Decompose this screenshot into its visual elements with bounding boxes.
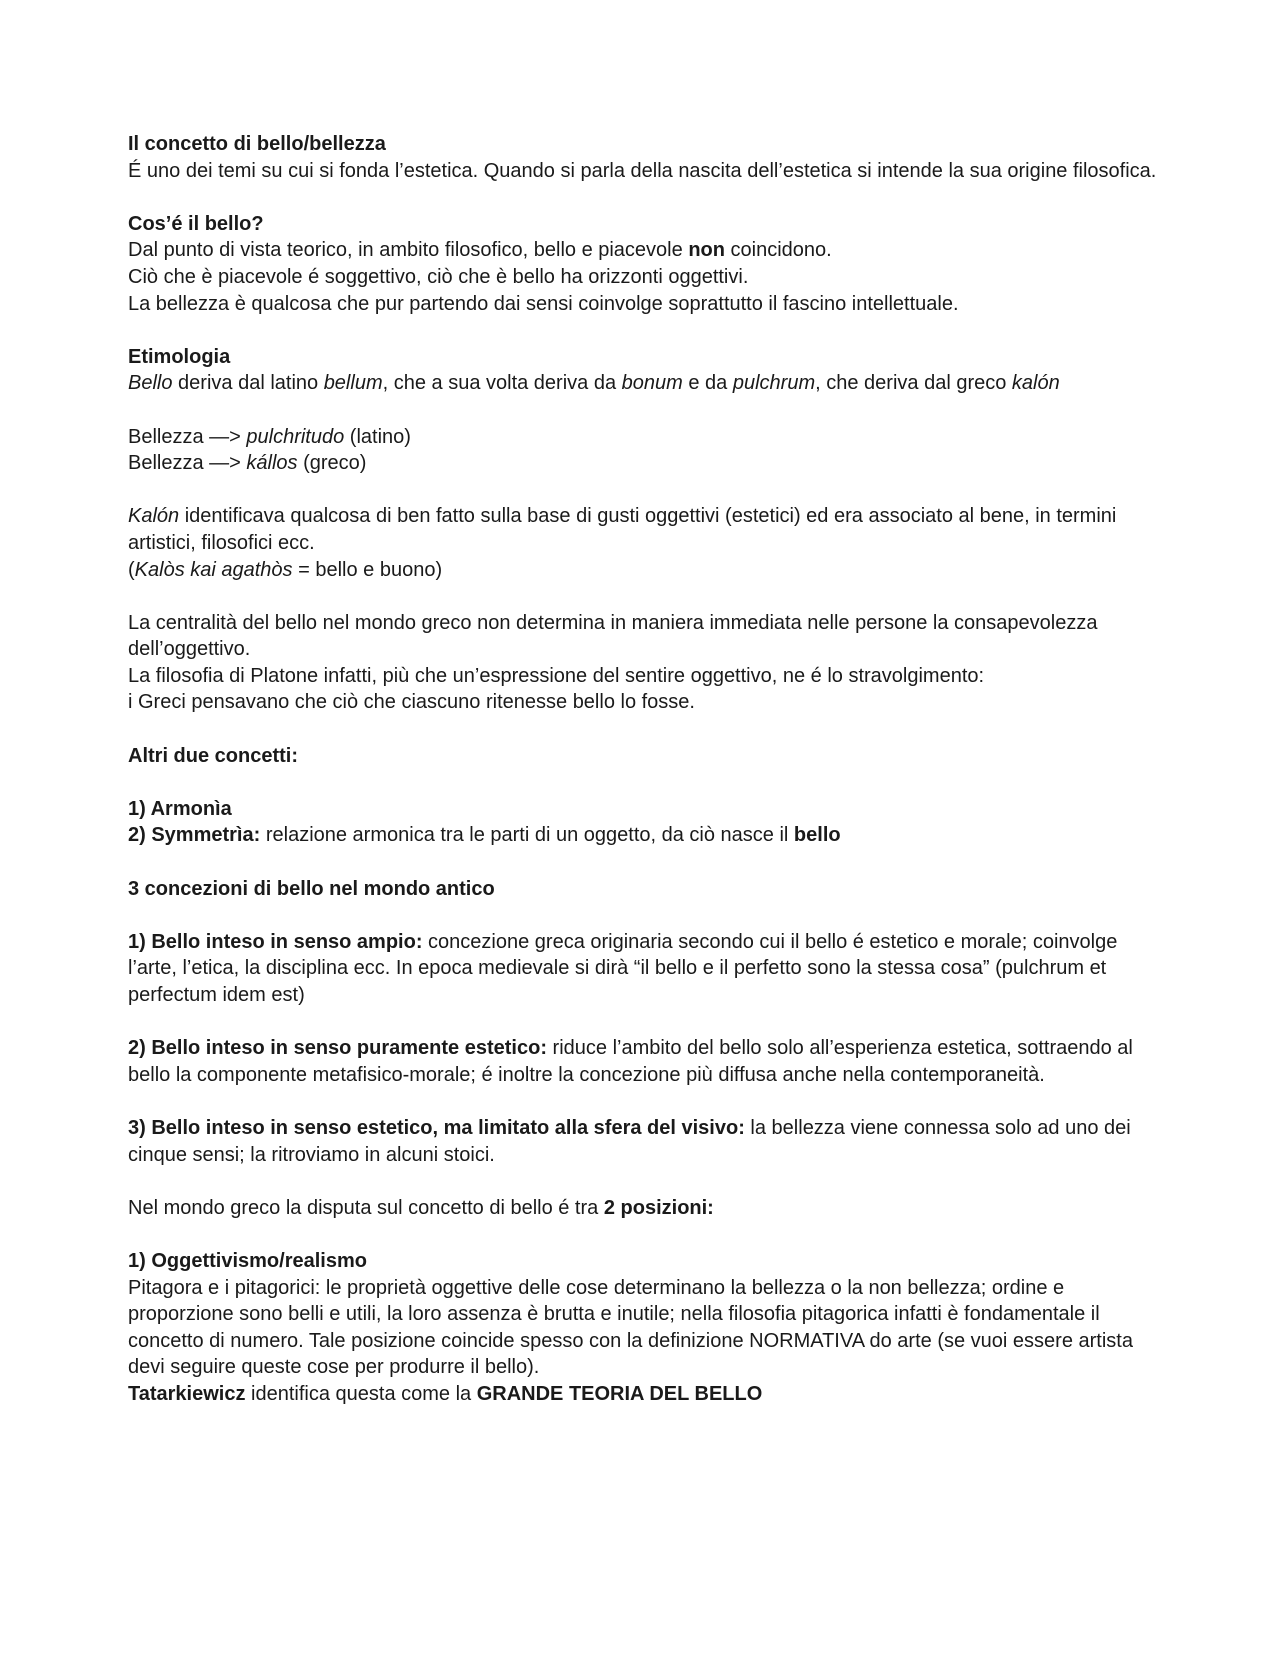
paragraph-kalon: Kalón identificava qualcosa di ben fatto sulla base di gusti oggettivi (estetici) ed era associato al bene, in termini artistici, filosofici ecc. — [128, 505, 1117, 554]
list-item-symmetria: 2) Symmetrìa: relazione armonica tra le parti di un oggetto, da ciò nasce il bello — [128, 824, 841, 847]
line-disputa-posizioni: Nel mondo greco la disputa sul concetto di bello é tra 2 posizioni: — [128, 1196, 714, 1219]
heading-oggettivismo: 1) Oggettivismo/realismo — [128, 1249, 367, 1272]
document-body — [128, 131, 1158, 1408]
paragraph-pitagora: Pitagora e i pitagorici: le proprietà oggettive delle cose determinano la bellezza o la non bellezza; ordine e proporzione sono belli e utili, la loro assenza è brutta e inutile; nella filosofia pitagorica infatti è fondamentale il concetto di numero. Tale posizione coincide spesso con la definizione NORMATIVA do arte (se vuoi essere artista devi seguire queste cose per produrre il bello). — [128, 1276, 1133, 1379]
paragraph-etimologia: Bello deriva dal latino bellum, che a sua volta deriva da bonum e da pulchrum, che deriva dal greco kalón — [128, 372, 1060, 395]
paragraph-estetica-origine: É uno dei temi su cui si fonda l’estetica. Quando si parla della nascita dell’estetica si intende la sua origine filosofica. — [128, 159, 1157, 182]
line-kalos-kai-agathos: (Kalòs kai agathòs = bello e buono) — [128, 558, 443, 581]
line-bello-piacevole: Dal punto di vista teorico, in ambito filosofico, bello e piacevole non coincidono. — [128, 239, 832, 262]
concezione-item-1: 1) Bello inteso in senso ampio: concezione greca originaria secondo cui il bello é estetico e morale; coinvolge l’arte, l’etica, la disciplina ecc. In epoca medievale si dirà “il bello e il perfetto sono la stessa cosa” (pulchrum et perfectum idem est) — [128, 930, 1118, 1006]
paragraph-centralita: La centralità del bello nel mondo greco non determina in maniera immediata nelle persone la consapevolezza dell’oggettivo. — [128, 611, 1098, 661]
line-greci: i Greci pensavano che ciò che ciascuno ritenesse bello lo fosse. — [128, 691, 695, 714]
heading-altri-concetti: Altri due concetti: — [128, 744, 299, 767]
heading-tre-concezioni: 3 concezioni di bello nel mondo antico — [128, 877, 495, 900]
line-platone: La filosofia di Platone infatti, più che un’espressione del sentire oggettivo, ne é lo stravolgimento: — [128, 664, 985, 687]
line-bellezza-greco: Bellezza —> kállos (greco) — [128, 452, 367, 475]
concezione-item-3: 3) Bello inteso in senso estetico, ma limitato alla sfera del visivo: la bellezza viene connessa solo ad uno dei cinque sensi; la ritroviamo in alcuni stoici. — [128, 1116, 1131, 1166]
line-bellezza-latino: Bellezza —> pulchritudo (latino) — [128, 425, 411, 448]
heading-cose-il-bello: Cos’é il bello? — [128, 212, 264, 235]
emphasis-non: non — [688, 239, 725, 262]
line-tatarkiewicz: Tatarkiewicz identifica questa come la GRANDE TEORIA DEL BELLO — [128, 1382, 763, 1405]
heading-etimologia: Etimologia — [128, 345, 231, 368]
concezione-item-2: 2) Bello inteso in senso puramente estetico: riduce l’ambito del bello solo all’esperienza estetica, sottraendo al bello la componente metafisico-morale; é inoltre la concezione più diffusa anche nella contemporaneità. — [128, 1037, 1133, 1086]
line-fascino-intellettuale: La bellezza è qualcosa che pur partendo dai sensi coinvolge soprattutto il fascino intellettuale. — [128, 292, 959, 315]
line-soggettivo-oggettivo: Ciò che è piacevole é soggettivo, ciò che è bello ha orizzonti oggettivi. — [128, 265, 749, 288]
list-item-armonia: 1) Armonìa — [128, 797, 232, 820]
heading-concetto-bello: Il concetto di bello/bellezza — [128, 133, 386, 155]
